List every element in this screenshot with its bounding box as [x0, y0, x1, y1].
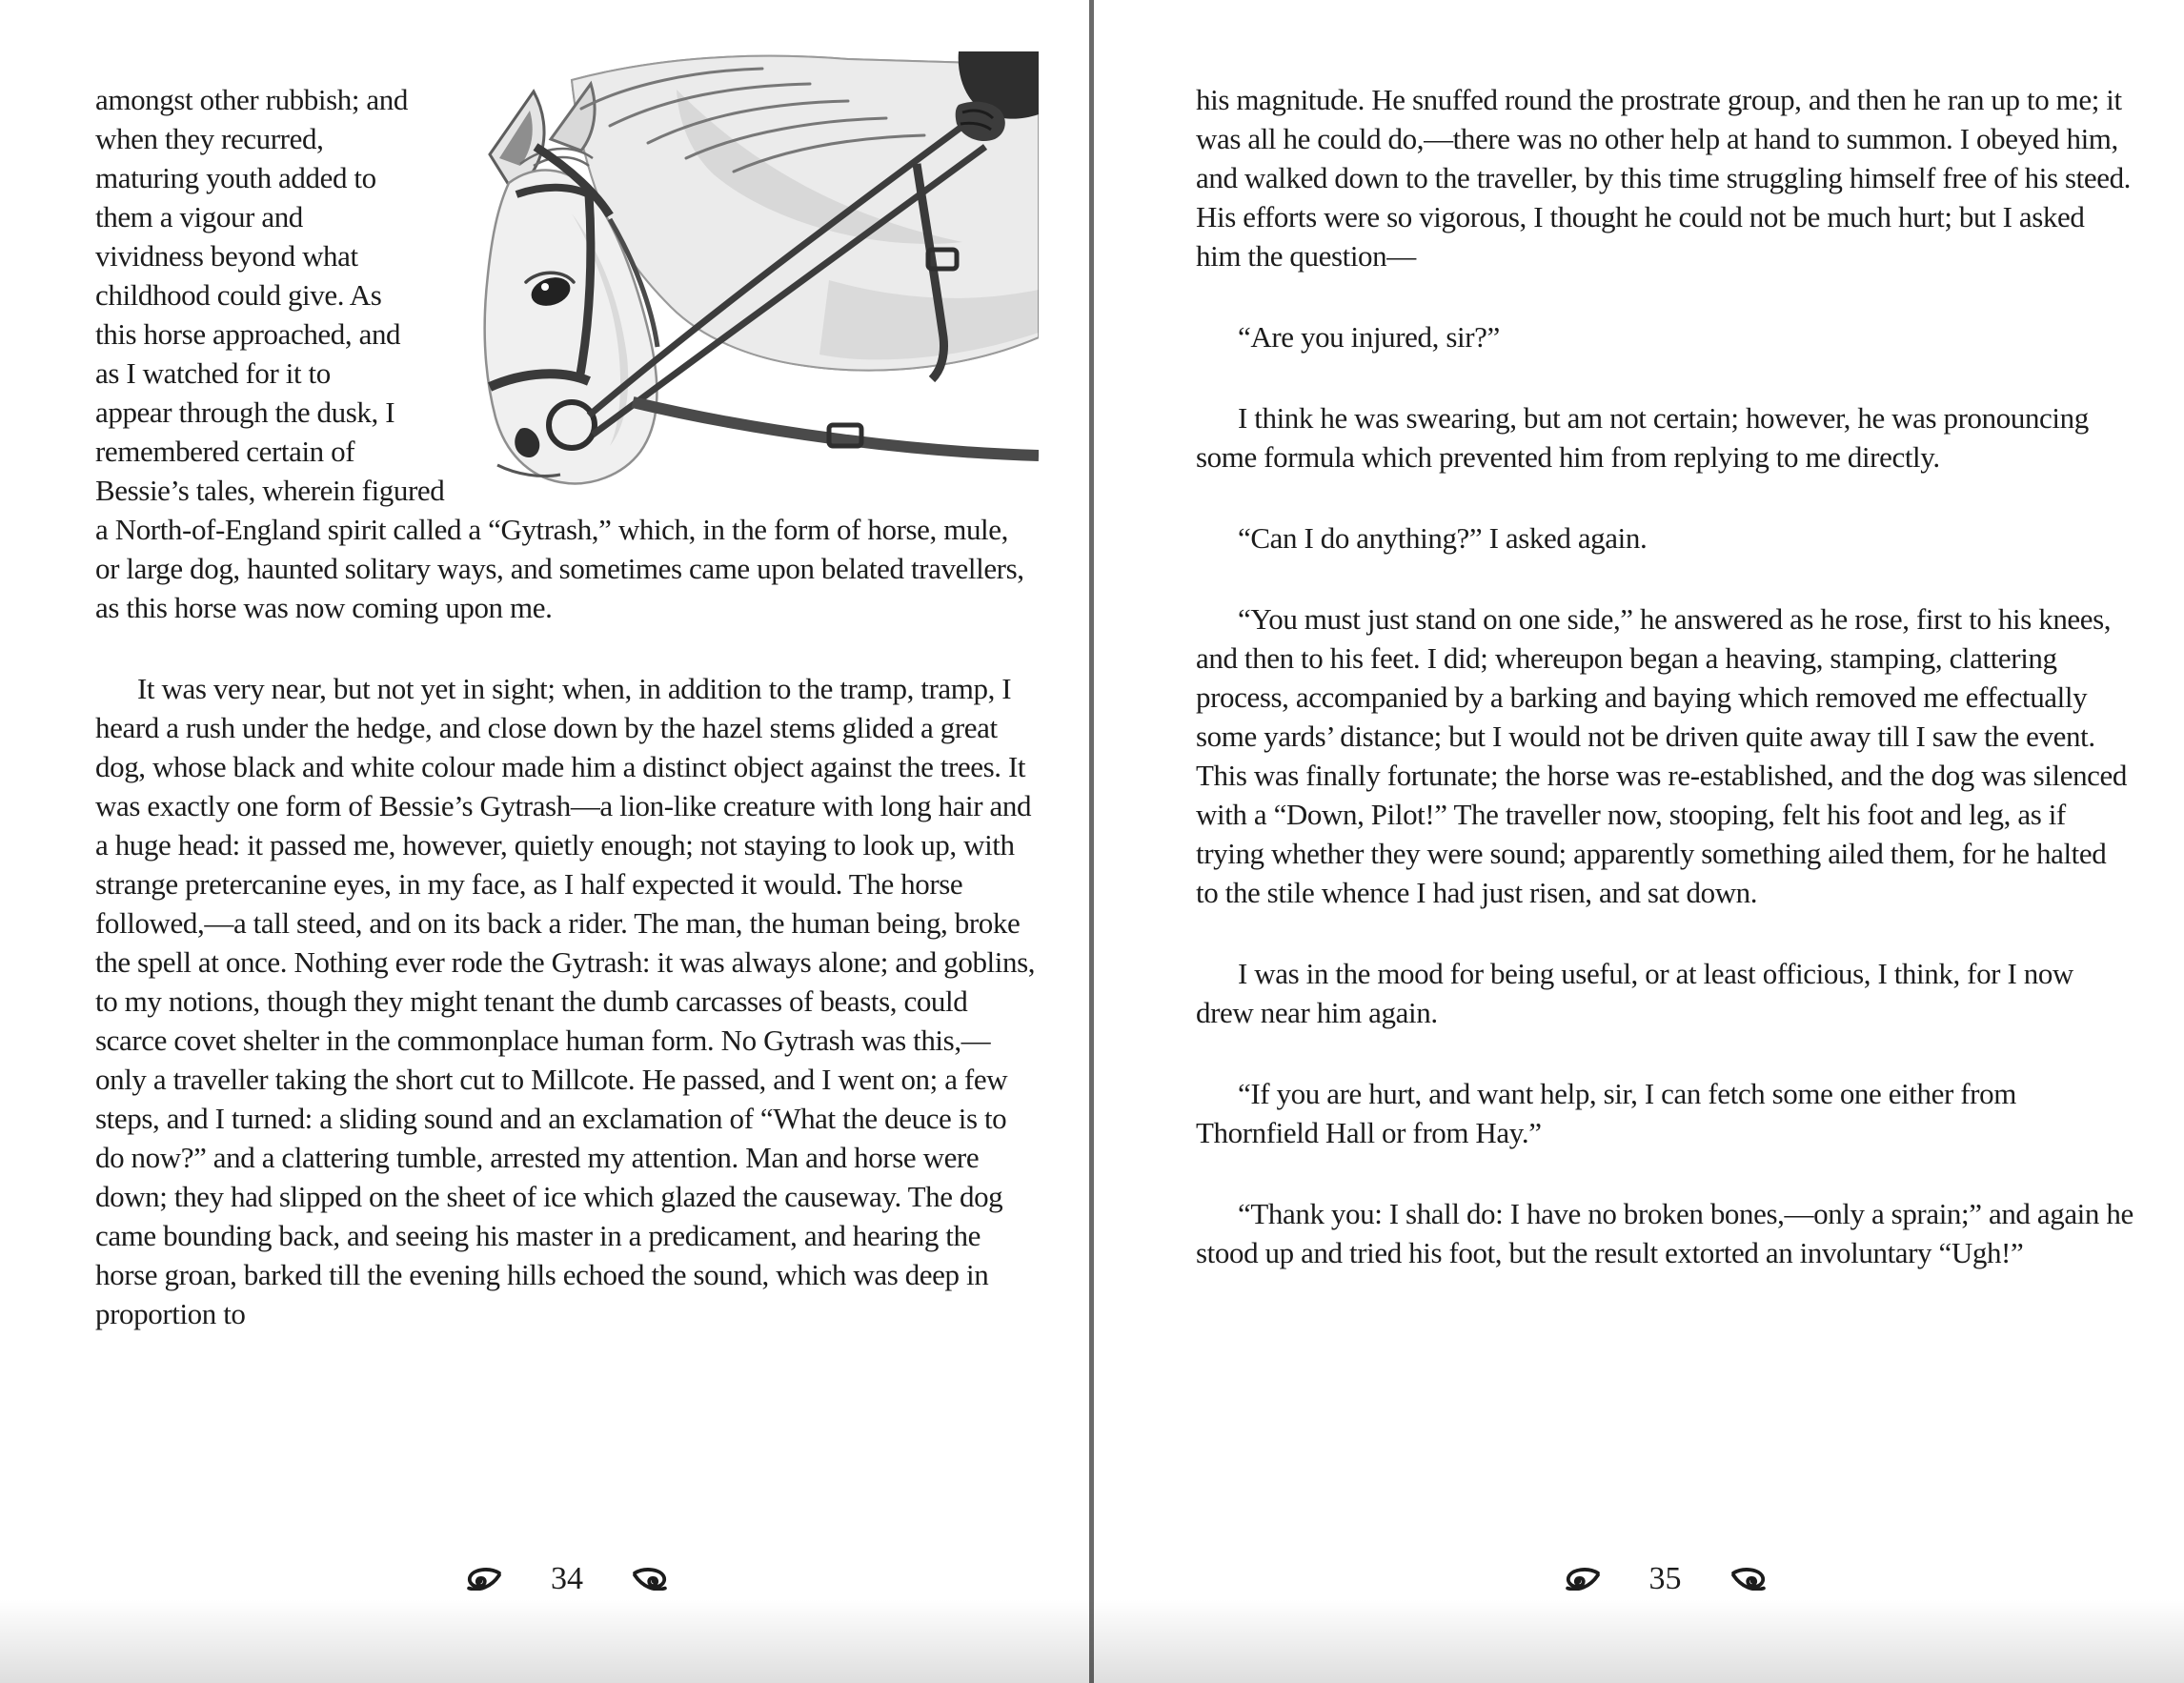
paragraph-3: I think he was swearing, but am not certain; however, he was pronouncing some formula which prevented him from replying to me directly.: [1196, 401, 2089, 474]
page-left[interactable]: [0, 0, 1089, 1683]
page-number: 35: [1648, 1561, 1682, 1596]
right-page-text: [1196, 80, 2134, 1314]
paragraph-1: his magnitude. He snuffed round the prostrate group, and then he ran up to me; it was all he could do,—there was no other help at hand to summon. I obeyed him, and walked down to the traveller, by this time struggling himself free of his steed. His efforts were so vigorous, I thought he could not be much hurt; but I asked him the question—: [1196, 83, 2132, 273]
paragraph: It was very near, but not yet in sight; when, in addition to the tramp, tramp, I heard a rush under the hedge, and close down by the hazel stems glided a great dog, whose black and white colour made him a distinct object against the trees. It was exactly one form of Bessie’s Gytrash—a lion-like creature with long hair and a huge head: it passed me, however, quietly enough; not staying to look up, with strange pretercanine eyes, in my face, as I half expected it would. The horse followed,—a tall steed, and on its back a rider. The man, the human being, broke the spell at once. Nothing ever rode the Gytrash: it was always alone; and goblins, to my notions, though they might tenant the dumb carcasses of beasts, could scarce covet shelter in the commonplace human form. No Gytrash was this,—only a traveller taking the short cut to Millcote. He passed, and I went on; a few steps, and I turned: a sliding sound and an exclamation of “What the deuce is to do now?” and a clattering tumble, arrested my attention. Man and horse were down; they had slipped on the sheet of ice which glazed the causeway. The dog came bounding back, and seeing his master in a predicament, and hearing the horse groan, barked till the evening hills echoed the sound, which was deep in proportion to: [95, 672, 1036, 1330]
horse-illustration: [429, 51, 1039, 509]
fleuron-right-icon: [633, 1568, 667, 1591]
left-page-text: [95, 80, 1039, 1375]
paragraph-6: I was in the mood for being useful, or at least officious, I think, for I now drew near him again.: [1196, 957, 2073, 1029]
page-number: 34: [551, 1561, 583, 1596]
paragraph-4: “Can I do anything?” I asked again.: [1238, 521, 1648, 555]
fleuron-left-icon: [1566, 1568, 1600, 1591]
paragraph-5: “You must just stand on one side,” he answered as he rose, first to his knees, and then to his feet. I did; whereupon began a heaving, stamping, clattering process, accompanied by a barking and baying which removed me effectually some yards’ distance; but I would not be driven quite away till I saw the event. This was finally fortunate; the horse was re-established, and the dog was silenced with a “Down, Pilot!” The traveller now, stooping, felt his foot and leg, as if trying whether they were sound; apparently something ailed them, for he halted to the stile whence I had just risen, and sat down.: [1196, 602, 2127, 909]
paragraph-7: “If you are hurt, and want help, sir, I can fetch some one either from Thornfield Hall or from Hay.”: [1196, 1077, 2016, 1149]
fleuron-left-icon: [467, 1568, 501, 1591]
fleuron-right-icon: [1731, 1568, 1766, 1591]
paragraph-2: “Are you injured, sir?”: [1238, 320, 1500, 354]
page-footer-right: [1196, 1563, 2134, 1595]
page-footer-left: [95, 1563, 1039, 1595]
paragraph-continuation: [95, 80, 1039, 627]
paragraph-text: amongst other rubbish; and when they recurred, maturing youth added to them a vigour and vividness beyond what childhood could give. As this horse approached, and as I watched for it to appear through the dusk, I remembered certain of Bessie’s tales, wherein figured a North-of-England spirit called a “Gytrash,” which, in the form of horse, mule, or large dog, haunted solitary ways, and sometimes came upon belated travellers, as this horse was now coming upon me.: [95, 83, 1024, 624]
paragraph-8: “Thank you: I shall do: I have no broken bones,—only a sprain;” and again he stood up and tried his foot, but the result extorted an involuntary “Ugh!”: [1196, 1197, 2133, 1269]
page-right[interactable]: [1094, 0, 2184, 1683]
